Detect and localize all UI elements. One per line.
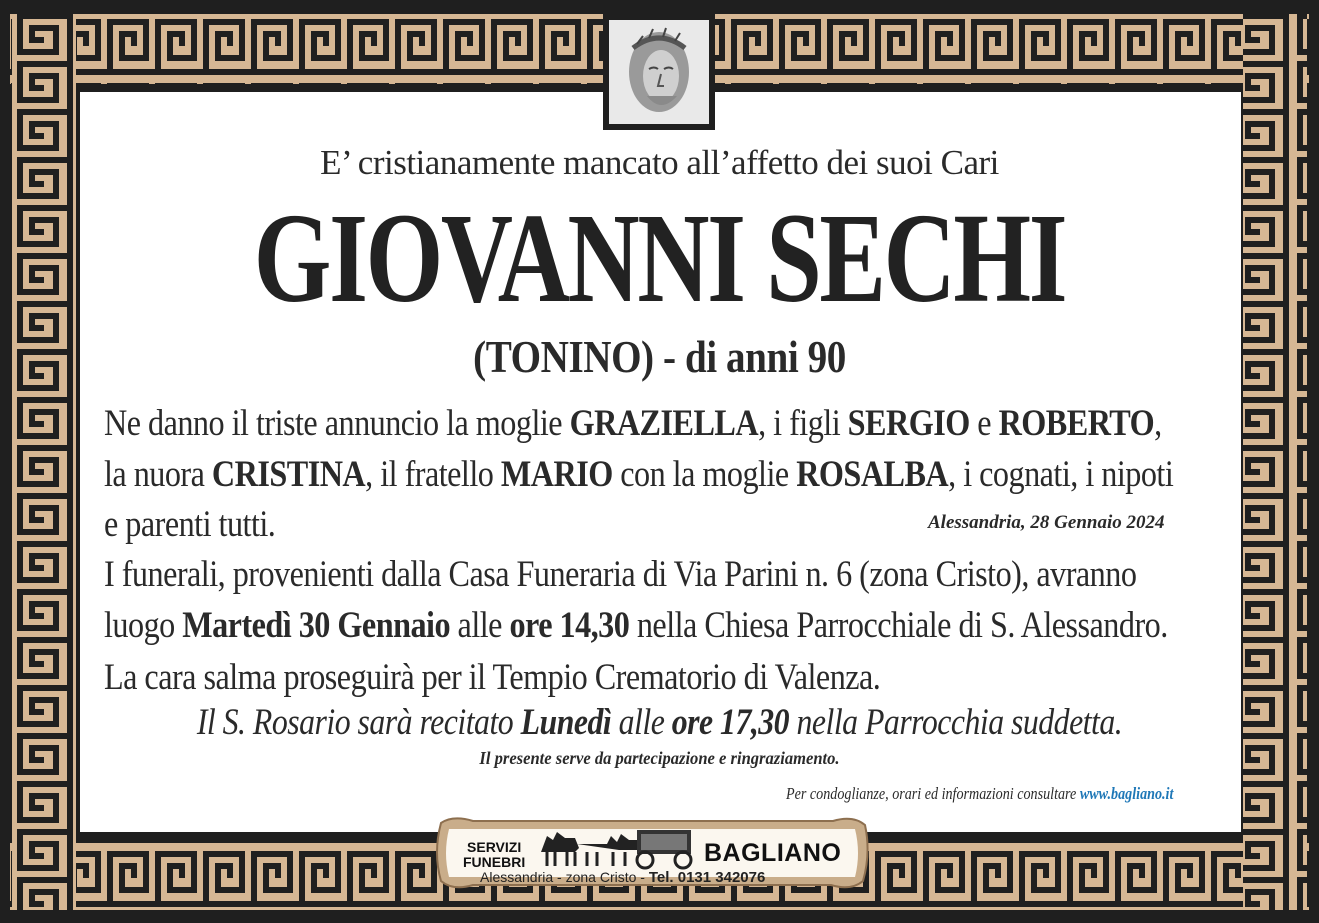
nickname-age: (TONINO) - di anni 90 bbox=[473, 331, 846, 382]
website-link[interactable]: www.bagliano.it bbox=[1079, 784, 1174, 803]
rosary-line: Il S. Rosario sarà recitato Lunedì alle ore 17,30 nella Parrocchia suddetta. bbox=[196, 702, 1123, 743]
intro-line: E’ cristianamente mancato all’affetto dei suoi Cari bbox=[320, 143, 999, 182]
services-label: SERVIZI FUNEBRI bbox=[463, 839, 526, 870]
portrait-frame bbox=[603, 14, 715, 130]
deceased-name: GIOVANNI SECHI bbox=[253, 187, 1066, 329]
christ-portrait-icon bbox=[603, 14, 715, 130]
announcement-line-2: la nuora CRISTINA, il fratello MARIO con la moglie ROSALBA, i cognati, i nipoti bbox=[104, 454, 1174, 495]
plaque-address: Alessandria - zona Cristo - Tel. 0131 342076 bbox=[480, 869, 766, 886]
horse-carriage-icon bbox=[537, 822, 697, 870]
announcement-line-3: e parenti tutti. bbox=[104, 504, 276, 545]
info-line: Per condoglianze, orari ed informazioni consultare www.bagliano.it bbox=[786, 784, 1174, 803]
notice-date: Alessandria, 28 Gennaio 2024 bbox=[928, 512, 1165, 533]
announcement-line-1: Ne danno il triste annuncio la moglie GRAZIELLA, i figli SERGIO e ROBERTO, bbox=[104, 403, 1162, 444]
brand-name: BAGLIANO bbox=[704, 839, 842, 867]
funeral-line-1: I funerali, provenienti dalla Casa Funeraria di Via Parini n. 6 (zona Cristo), avranno bbox=[104, 554, 1137, 595]
thanks-line: Il presente serve da partecipazione e ringraziamento. bbox=[479, 748, 840, 768]
funeral-line-3: La cara salma proseguirà per il Tempio Crematorio di Valenza. bbox=[104, 657, 881, 698]
funeral-line-2: luogo Martedì 30 Gennaio alle ore 14,30 nella Chiesa Parrocchiale di S. Alessandro. bbox=[104, 605, 1168, 646]
